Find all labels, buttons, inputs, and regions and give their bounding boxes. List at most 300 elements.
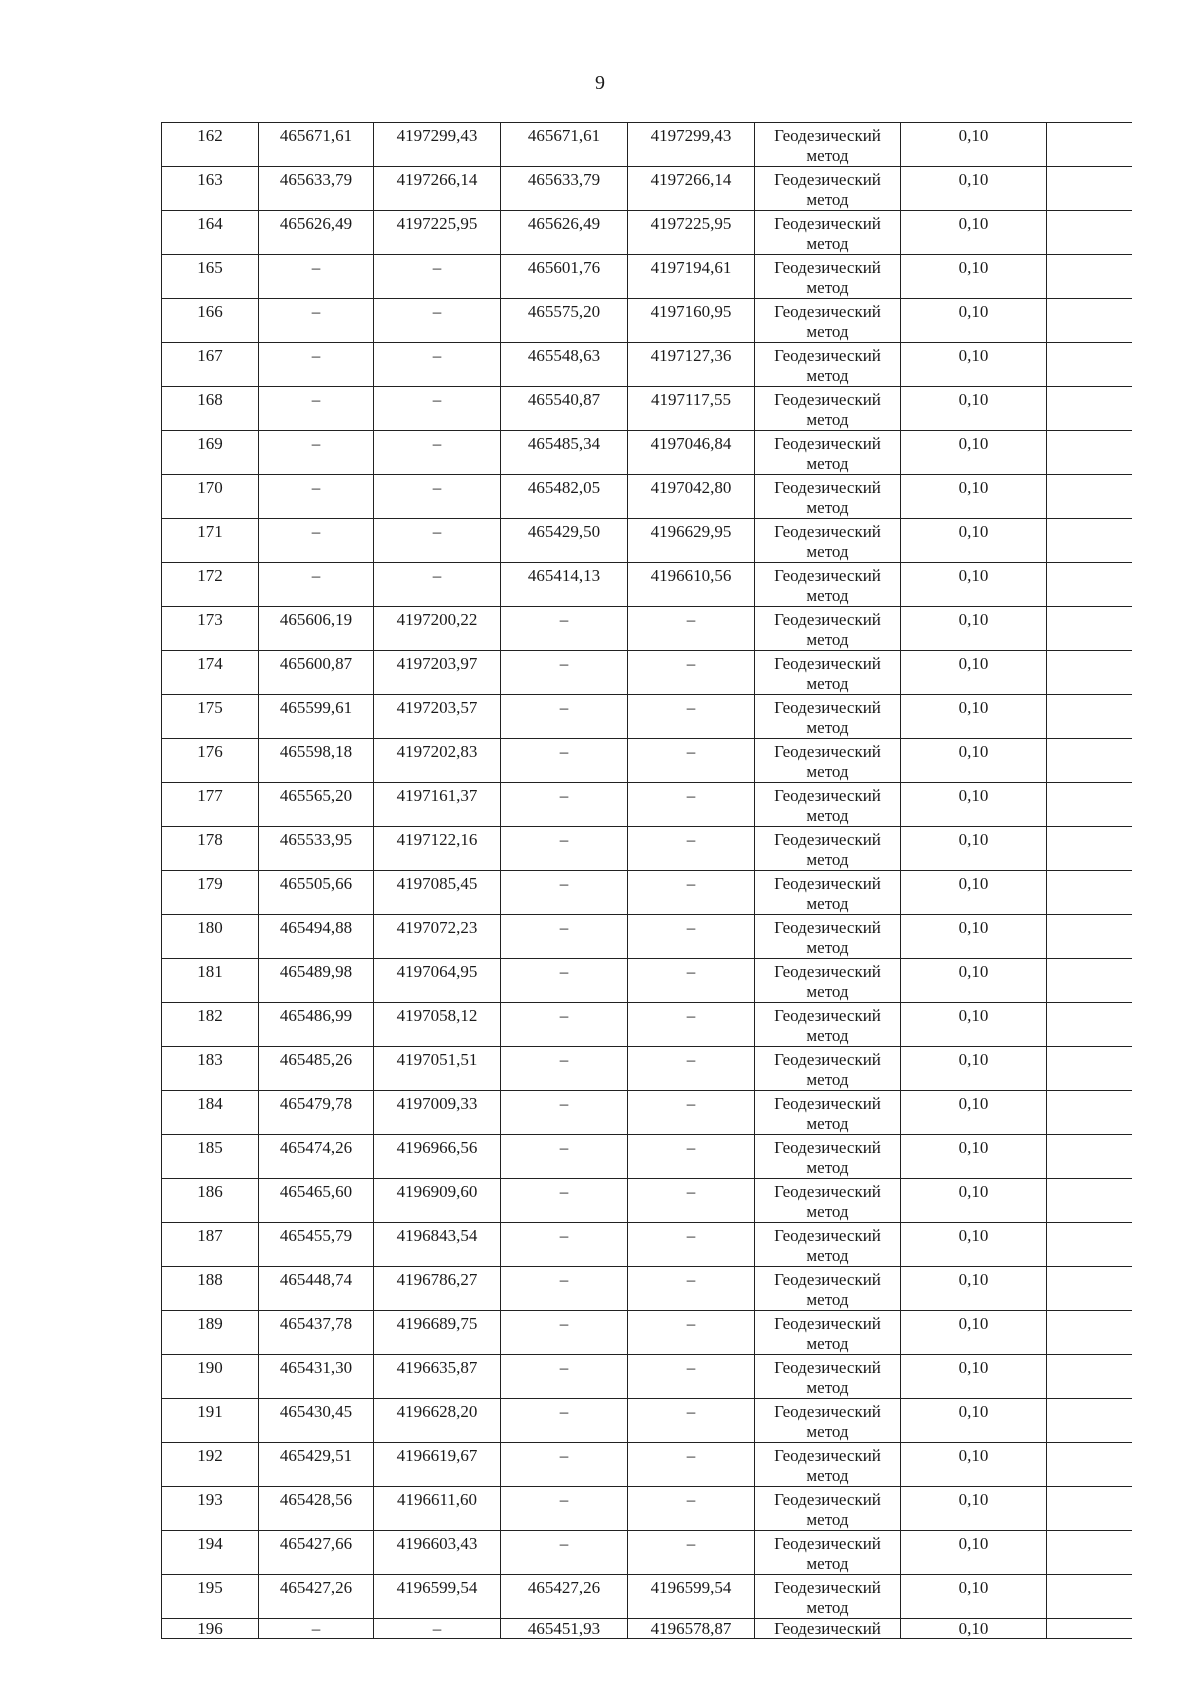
existing-x-cell: 465448,74 [259,1267,374,1311]
new-y-cell: – [628,1311,755,1355]
new-x-cell: – [501,1399,628,1443]
existing-y-cell: – [374,343,501,387]
existing-x-cell: 465626,49 [259,211,374,255]
accuracy-cell: 0,10 [901,783,1047,827]
accuracy-cell: 0,10 [901,1399,1047,1443]
method-line-1: Геодезический [774,390,881,409]
method-cell [755,1531,901,1575]
method-cell [755,607,901,651]
existing-x-cell: – [259,563,374,607]
method-cell [755,1575,901,1619]
table-row [162,1267,1132,1311]
method-cell [755,959,901,1003]
new-x-cell: – [501,783,628,827]
method-line-2: метод [806,1290,849,1309]
method-line-1: Геодезический [774,126,881,145]
existing-x-cell: 465455,79 [259,1223,374,1267]
method-cell [755,299,901,343]
existing-y-cell: 4197299,43 [374,123,501,167]
method-line-1: Геодезический [774,258,881,277]
existing-x-cell: 465606,19 [259,607,374,651]
new-x-cell: – [501,1135,628,1179]
empty-cell [1047,387,1132,431]
existing-y-cell: 4197085,45 [374,871,501,915]
accuracy-cell: 0,10 [901,1575,1047,1619]
existing-y-cell: 4196628,20 [374,1399,501,1443]
new-y-cell: – [628,915,755,959]
table-row [162,167,1132,211]
empty-cell [1047,563,1132,607]
existing-y-cell: 4196909,60 [374,1179,501,1223]
point-number-cell: 162 [162,123,259,167]
point-number-cell: 181 [162,959,259,1003]
new-y-cell: – [628,1267,755,1311]
empty-cell [1047,1487,1132,1531]
new-x-cell: – [501,651,628,695]
existing-y-cell: 4197266,14 [374,167,501,211]
accuracy-cell: 0,10 [901,695,1047,739]
method-line-2: метод [806,234,849,253]
method-cell [755,827,901,871]
method-line-1: Геодезический [774,918,881,937]
accuracy-cell: 0,10 [901,827,1047,871]
method-line-2: метод [806,674,849,693]
table-row [162,915,1132,959]
method-line-1: Геодезический [774,1402,881,1421]
existing-x-cell: 465430,45 [259,1399,374,1443]
table-row [162,607,1132,651]
accuracy-cell: 0,10 [901,299,1047,343]
new-x-cell: – [501,1355,628,1399]
empty-cell [1047,431,1132,475]
table-row [162,739,1132,783]
accuracy-cell: 0,10 [901,1531,1047,1575]
table-row [162,1487,1132,1531]
point-number-cell: 186 [162,1179,259,1223]
new-y-cell: 4196610,56 [628,563,755,607]
table-row [162,475,1132,519]
point-number-cell: 194 [162,1531,259,1575]
method-line-1: Геодезический [774,302,881,321]
accuracy-cell: 0,10 [901,519,1047,563]
existing-x-cell: 465598,18 [259,739,374,783]
method-line-2: метод [806,1070,849,1089]
empty-cell [1047,1311,1132,1355]
new-y-cell: – [628,827,755,871]
method-line-1: Геодезический [774,1490,881,1509]
empty-cell [1047,915,1132,959]
accuracy-cell: 0,10 [901,431,1047,475]
method-line-2: метод [806,762,849,781]
method-line-1: Геодезический [774,830,881,849]
accuracy-cell: 0,10 [901,123,1047,167]
new-y-cell: 4197046,84 [628,431,755,475]
existing-x-cell: 465671,61 [259,123,374,167]
new-x-cell: 465626,49 [501,211,628,255]
method-line-2: метод [806,1598,849,1617]
accuracy-cell: 0,10 [901,255,1047,299]
existing-y-cell: 4196619,67 [374,1443,501,1487]
empty-cell [1047,1531,1132,1575]
new-x-cell: 465482,05 [501,475,628,519]
empty-cell [1047,167,1132,211]
empty-cell [1047,211,1132,255]
empty-cell [1047,343,1132,387]
table-row [162,783,1132,827]
accuracy-cell: 0,10 [901,387,1047,431]
point-number-cell: 179 [162,871,259,915]
new-y-cell: – [628,1179,755,1223]
method-line-2: метод [806,850,849,869]
empty-cell [1047,1619,1132,1639]
accuracy-cell: 0,10 [901,343,1047,387]
new-x-cell: – [501,1531,628,1575]
method-line-2: метод [806,366,849,385]
method-line-1: Геодезический [774,1138,881,1157]
empty-cell [1047,1443,1132,1487]
existing-y-cell: – [374,563,501,607]
empty-cell [1047,827,1132,871]
method-cell [755,1223,901,1267]
table-row [162,299,1132,343]
new-x-cell: – [501,827,628,871]
method-cell [755,783,901,827]
table-row [162,959,1132,1003]
method-cell [755,387,901,431]
empty-cell [1047,1575,1132,1619]
method-line-1: Геодезический [774,962,881,981]
empty-cell [1047,959,1132,1003]
existing-x-cell: 465489,98 [259,959,374,1003]
method-line-2: метод [806,322,849,341]
existing-x-cell: – [259,387,374,431]
empty-cell [1047,651,1132,695]
empty-cell [1047,695,1132,739]
new-y-cell: 4197127,36 [628,343,755,387]
point-number-cell: 180 [162,915,259,959]
point-number-cell: 184 [162,1091,259,1135]
method-line-2: метод [806,1246,849,1265]
empty-cell [1047,1355,1132,1399]
accuracy-cell: 0,10 [901,871,1047,915]
existing-y-cell: 4197200,22 [374,607,501,651]
empty-cell [1047,783,1132,827]
existing-y-cell: 4197225,95 [374,211,501,255]
accuracy-cell: 0,10 [901,1047,1047,1091]
new-y-cell: 4197042,80 [628,475,755,519]
accuracy-cell: 0,10 [901,1179,1047,1223]
method-cell [755,739,901,783]
existing-x-cell: 465437,78 [259,1311,374,1355]
point-number-cell: 172 [162,563,259,607]
new-x-cell: – [501,915,628,959]
method-cell [755,1003,901,1047]
method-cell [755,1179,901,1223]
accuracy-cell: 0,10 [901,915,1047,959]
accuracy-cell: 0,10 [901,1443,1047,1487]
method-line-2: метод [806,718,849,737]
existing-x-cell: 465486,99 [259,1003,374,1047]
new-y-cell: – [628,1003,755,1047]
method-line-1: Геодезический [774,566,881,585]
new-y-cell: – [628,1135,755,1179]
existing-y-cell: – [374,519,501,563]
existing-y-cell: – [374,387,501,431]
method-cell [755,915,901,959]
method-line-1: Геодезический [774,1270,881,1289]
point-number-cell: 168 [162,387,259,431]
existing-x-cell: 465565,20 [259,783,374,827]
table-row [162,343,1132,387]
coordinates-table [161,122,1132,1639]
existing-x-cell: 465505,66 [259,871,374,915]
method-line-1: Геодезический [774,698,881,717]
method-cell [755,1355,901,1399]
new-y-cell: – [628,1399,755,1443]
point-number-cell: 171 [162,519,259,563]
method-line-1: Геодезический [774,610,881,629]
accuracy-cell: 0,10 [901,1223,1047,1267]
existing-x-cell: 465431,30 [259,1355,374,1399]
point-number-cell: 177 [162,783,259,827]
new-x-cell: – [501,1267,628,1311]
new-y-cell: – [628,1223,755,1267]
new-y-cell: – [628,959,755,1003]
existing-y-cell: 4197058,12 [374,1003,501,1047]
accuracy-cell: 0,10 [901,1487,1047,1531]
method-line-2: метод [806,938,849,957]
new-x-cell: – [501,1223,628,1267]
point-number-cell: 188 [162,1267,259,1311]
table-row [162,1047,1132,1091]
table-row [162,123,1132,167]
table-row [162,871,1132,915]
method-line-2: метод [806,1378,849,1397]
point-number-cell: 169 [162,431,259,475]
existing-x-cell: – [259,255,374,299]
new-x-cell: – [501,959,628,1003]
new-y-cell: 4197117,55 [628,387,755,431]
new-x-cell: – [501,1311,628,1355]
method-cell [755,563,901,607]
point-number-cell: 165 [162,255,259,299]
method-cell [755,1487,901,1531]
method-cell [755,167,901,211]
accuracy-cell: 0,10 [901,563,1047,607]
new-y-cell: 4197194,61 [628,255,755,299]
point-number-cell: 195 [162,1575,259,1619]
method-cell [755,1311,901,1355]
point-number-cell: 191 [162,1399,259,1443]
method-line-2: метод [806,410,849,429]
empty-cell [1047,123,1132,167]
method-line-1: Геодезический [774,1006,881,1025]
existing-x-cell: 465465,60 [259,1179,374,1223]
existing-y-cell: 4197064,95 [374,959,501,1003]
method-cell [755,519,901,563]
new-x-cell: 465671,61 [501,123,628,167]
method-line-2: метод [806,1334,849,1353]
method-line-2: метод [806,806,849,825]
empty-cell [1047,475,1132,519]
new-x-cell: – [501,739,628,783]
new-y-cell: – [628,1531,755,1575]
existing-x-cell: – [259,519,374,563]
existing-x-cell: 465479,78 [259,1091,374,1135]
method-line-1: Геодезический [774,1314,881,1333]
table-row [162,255,1132,299]
new-y-cell: – [628,739,755,783]
method-line-1: Геодезический [774,1534,881,1553]
new-x-cell: 465548,63 [501,343,628,387]
method-line-1: Геодезический [774,478,881,497]
point-number-cell: 170 [162,475,259,519]
method-cell [755,1443,901,1487]
point-number-cell: 193 [162,1487,259,1531]
table-row [162,1179,1132,1223]
method-line-1: Геодезический [774,1446,881,1465]
method-cell [755,651,901,695]
table-row [162,519,1132,563]
method-line-1: Геодезический [774,654,881,673]
method-cell [755,431,901,475]
method-cell [755,1399,901,1443]
method-line-2: метод [806,1026,849,1045]
point-number-cell: 173 [162,607,259,651]
existing-x-cell: 465599,61 [259,695,374,739]
point-number-cell: 176 [162,739,259,783]
empty-cell [1047,299,1132,343]
method-line-2: метод [806,146,849,165]
method-line-1: Геодезический [774,522,881,541]
method-line-1: Геодезический [774,1358,881,1377]
method-line-1: Геодезический [774,1094,881,1113]
new-x-cell: 465414,13 [501,563,628,607]
method-line-2: метод [806,586,849,605]
new-y-cell: – [628,1047,755,1091]
existing-x-cell: 465474,26 [259,1135,374,1179]
method-line-1: Геодезический [774,434,881,453]
new-y-cell: 4196578,87 [628,1619,755,1639]
new-y-cell: – [628,783,755,827]
point-number-cell: 189 [162,1311,259,1355]
table-row [162,827,1132,871]
existing-x-cell: 465427,26 [259,1575,374,1619]
existing-x-cell: 465485,26 [259,1047,374,1091]
accuracy-cell: 0,10 [901,475,1047,519]
accuracy-cell: 0,10 [901,1003,1047,1047]
empty-cell [1047,1179,1132,1223]
new-x-cell: – [501,871,628,915]
method-line-2: метод [806,1202,849,1221]
method-line-2: метод [806,454,849,473]
method-line-1: Геодезический [774,874,881,893]
new-y-cell: – [628,1443,755,1487]
new-x-cell: – [501,1091,628,1135]
existing-y-cell: 4196635,87 [374,1355,501,1399]
empty-cell [1047,871,1132,915]
existing-y-cell: – [374,475,501,519]
point-number-cell: 175 [162,695,259,739]
accuracy-cell: 0,10 [901,167,1047,211]
existing-y-cell: – [374,299,501,343]
method-cell [755,695,901,739]
new-y-cell: 4197225,95 [628,211,755,255]
accuracy-cell: 0,10 [901,1091,1047,1135]
existing-x-cell: 465428,56 [259,1487,374,1531]
new-x-cell: – [501,1179,628,1223]
table-row [162,563,1132,607]
empty-cell [1047,1267,1132,1311]
point-number-cell: 164 [162,211,259,255]
accuracy-cell: 0,10 [901,651,1047,695]
new-y-cell: – [628,607,755,651]
table-row [162,211,1132,255]
accuracy-cell: 0,10 [901,211,1047,255]
accuracy-cell: 0,10 [901,1135,1047,1179]
existing-y-cell: 4197203,97 [374,651,501,695]
empty-cell [1047,1223,1132,1267]
new-x-cell: – [501,1047,628,1091]
method-line-2: метод [806,542,849,561]
new-x-cell: 465633,79 [501,167,628,211]
table-row [162,431,1132,475]
point-number-cell: 182 [162,1003,259,1047]
point-number-cell: 167 [162,343,259,387]
new-x-cell: – [501,695,628,739]
method-line-2: метод [806,1422,849,1441]
new-x-cell: 465429,50 [501,519,628,563]
method-cell [755,1091,901,1135]
existing-y-cell: – [374,1619,501,1639]
existing-y-cell: 4197202,83 [374,739,501,783]
table-row [162,1443,1132,1487]
new-x-cell: 465540,87 [501,387,628,431]
method-cell [755,871,901,915]
new-x-cell: 465451,93 [501,1619,628,1639]
new-x-cell: – [501,1003,628,1047]
new-x-cell: 465485,34 [501,431,628,475]
existing-x-cell: – [259,299,374,343]
table-row [162,1399,1132,1443]
existing-y-cell: 4197161,37 [374,783,501,827]
new-y-cell: 4197160,95 [628,299,755,343]
point-number-cell: 178 [162,827,259,871]
new-x-cell: – [501,1443,628,1487]
accuracy-cell: 0,10 [901,607,1047,651]
method-cell [755,475,901,519]
method-line-1: Геодезический [774,742,881,761]
existing-x-cell: 465533,95 [259,827,374,871]
method-cell [755,211,901,255]
method-line-1: Геодезический [774,214,881,233]
empty-cell [1047,1091,1132,1135]
empty-cell [1047,1047,1132,1091]
existing-x-cell: – [259,343,374,387]
existing-x-cell: – [259,1619,374,1639]
table-row [162,387,1132,431]
method-line-1: Геодезический [774,1226,881,1245]
existing-y-cell: 4196786,27 [374,1267,501,1311]
method-cell [755,1619,901,1639]
accuracy-cell: 0,10 [901,1619,1047,1639]
existing-x-cell: 465494,88 [259,915,374,959]
existing-y-cell: 4196611,60 [374,1487,501,1531]
existing-x-cell: 465427,66 [259,1531,374,1575]
existing-x-cell: 465633,79 [259,167,374,211]
table-row [162,695,1132,739]
empty-cell [1047,1003,1132,1047]
